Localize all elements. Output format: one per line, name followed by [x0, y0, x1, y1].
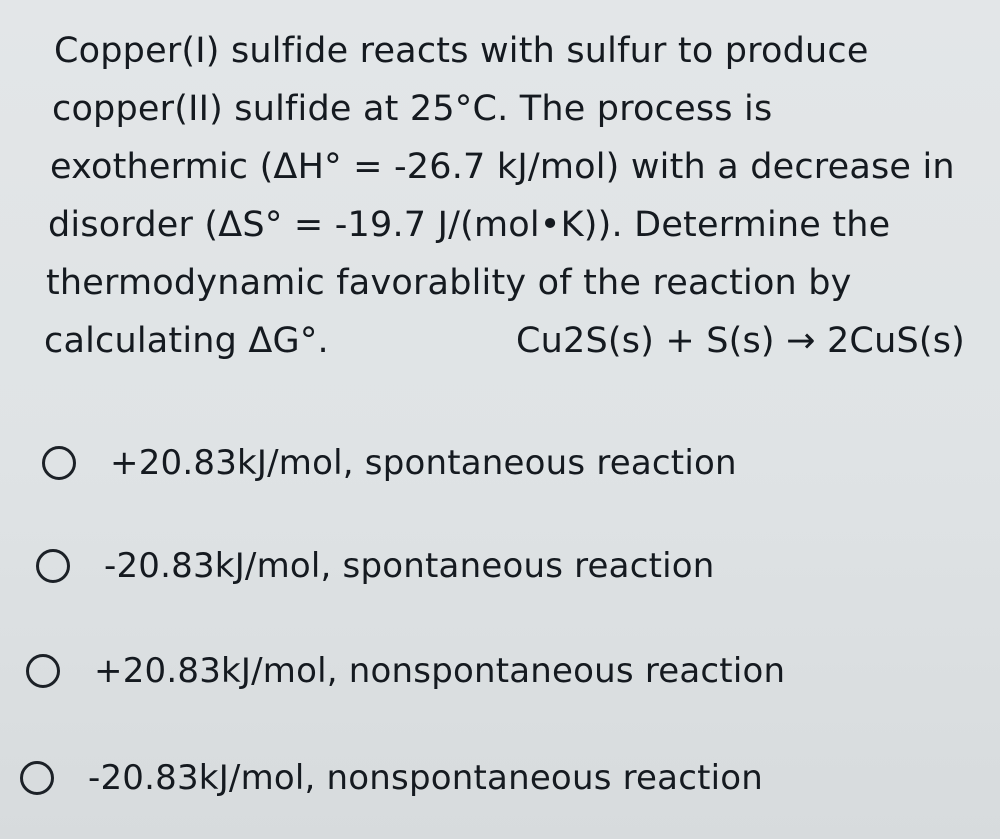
answer-option-label: +20.83kJ/mol, nonspontaneous reaction [94, 651, 786, 691]
reaction-equation: Cu2S(s) + S(s) → 2CuS(s) [516, 321, 966, 361]
answer-option-1[interactable] [42, 443, 737, 483]
answer-option-2[interactable] [36, 546, 715, 586]
radio-button-unchecked-icon[interactable] [36, 549, 70, 583]
answer-option-4[interactable] [20, 758, 763, 798]
question-line-1: Copper(I) sulfide reacts with sulfur to produce [54, 31, 869, 71]
radio-button-unchecked-icon[interactable] [20, 761, 54, 795]
question-line-3: exothermic (ΔH° = -26.7 kJ/mol) with a decrease in [50, 147, 955, 187]
answer-option-3[interactable] [26, 651, 785, 691]
question-line-5: thermodynamic favorablity of the reaction by [46, 263, 852, 303]
answer-option-label: +20.83kJ/mol, spontaneous reaction [110, 443, 737, 483]
radio-button-unchecked-icon[interactable] [26, 654, 60, 688]
question-line-4: disorder (ΔS° = -19.7 J/(mol•K)). Determine the [48, 205, 891, 245]
question-line-6-text: calculating ΔG°. [44, 321, 329, 361]
answer-option-label: -20.83kJ/mol, nonspontaneous reaction [88, 758, 764, 798]
question-line-2: copper(II) sulfide at 25°C. The process is [52, 89, 773, 129]
answer-option-label: -20.83kJ/mol, spontaneous reaction [104, 546, 715, 586]
radio-button-unchecked-icon[interactable] [42, 446, 76, 480]
